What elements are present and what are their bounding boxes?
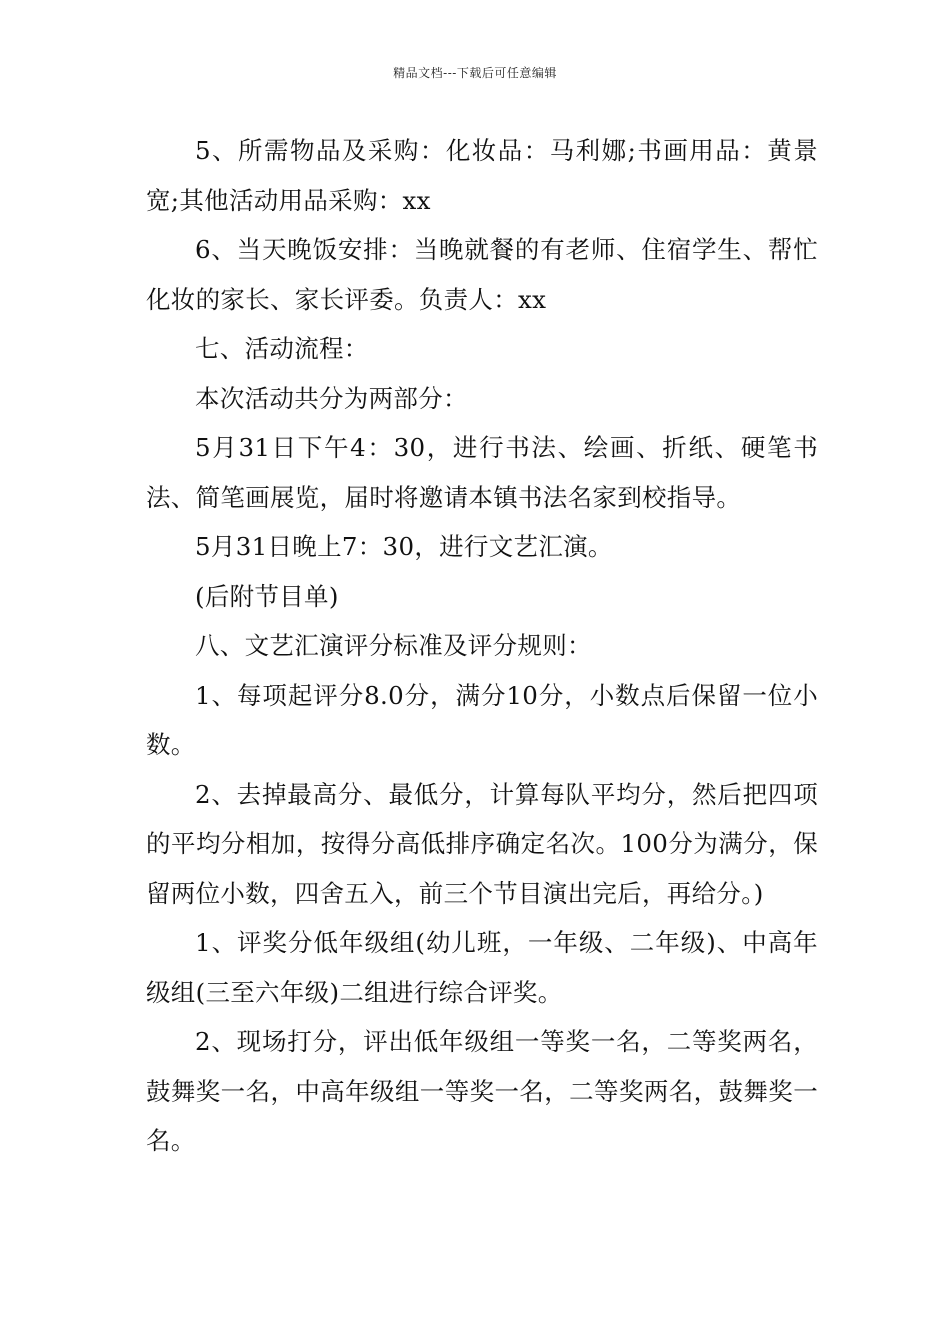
paragraph-award-groups: 1、评奖分低年级组(幼儿班，一年级、二年级)、中高年级组(三至六年级)二组进行综合评奖。 [146,928,818,1007]
paragraph-award-list: 2、现场打分，评出低年级组一等奖一名，二等奖两名，鼓舞奖一名，中高年级组一等奖一名，二等奖两名，鼓舞奖一名。 [146,1027,818,1155]
paragraph-program-note: (后附节目单) [195,581,339,611]
paragraph-scoring-rule-1: 1、每项起评分8.0分，满分10分，小数点后保留一位小数。 [146,680,818,759]
section-heading-process: 七、活动流程： [195,334,369,363]
paragraph-afternoon-exhibition: 5月31日下午4：30，进行书法、绘画、折纸、硬笔书法、简笔画展览，届时将邀请本镇书法名家到校指导。 [146,433,818,512]
paragraph-supplies: 5、所需物品及采购：化妆品：马利娜;书画用品：黄景宽;其他活动用品采购：xx [146,136,818,215]
paragraph-dinner: 6、当天晚饭安排：当晚就餐的有老师、住宿学生、帮忙化妆的家长、家长评委。负责人：xx [146,235,818,314]
page-header: 精品文档---下载后可任意编辑 [393,66,557,80]
section-heading-scoring: 八、文艺汇演评分标准及评分规则： [195,631,592,660]
paragraph-scoring-rule-2: 2、去掉最高分、最低分，计算每队平均分，然后把四项的平均分相加，按得分高低排序确定名次。100分为满分，保留两位小数，四舍五入，前三个节目演出完后，再给分。) [146,779,818,908]
paragraph-evening-performance: 5月31日晚上7：30，进行文艺汇演。 [195,532,613,561]
paragraph-two-parts: 本次活动共分为两部分： [195,383,468,413]
document-body [146,126,818,1166]
